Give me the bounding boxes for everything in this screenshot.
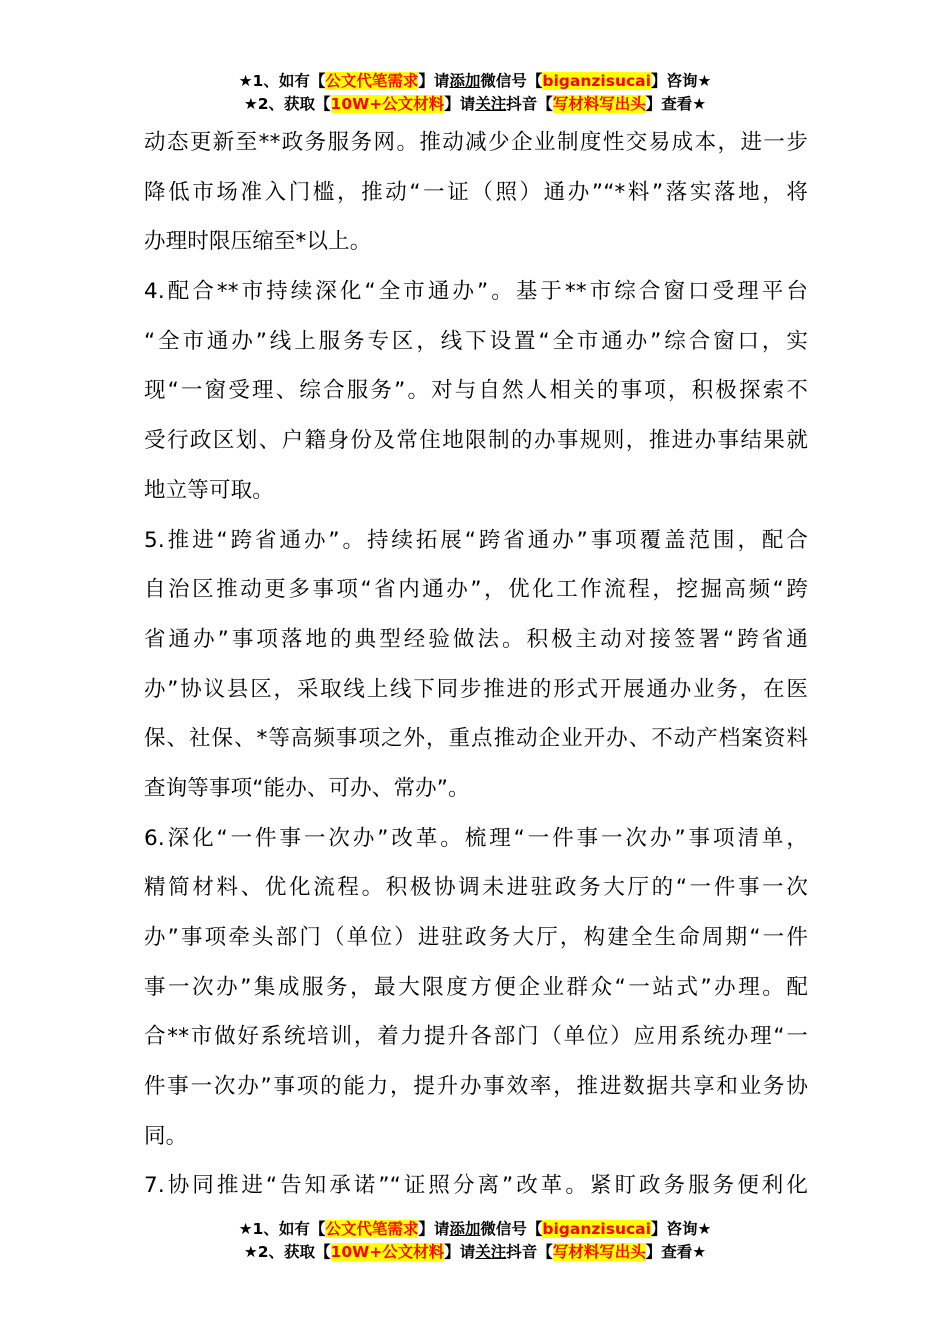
body-line: 4.配合**市持续深化“全市通办”。基于**市综合窗口受理平台	[144, 279, 808, 305]
promo-text: 】咨询★	[650, 72, 712, 90]
promo-highlight: 写材料写出头	[552, 1243, 646, 1261]
body-line: 受行政区划、户籍身份及常住地限制的办事规则，推进办事结果就	[144, 428, 808, 454]
body-line: 7.协同推进“告知承诺”“证照分离”改革。紧盯政务服务便利化	[144, 1173, 808, 1199]
document-body	[144, 118, 808, 1211]
body-line: 件事一次办”事项的能力，提升办事效率，推进数据共享和业务协	[144, 1074, 808, 1100]
promo-text: 】咨询★	[650, 1220, 712, 1238]
body-line: 保、社保、*等高频事项之外，重点推动企业开办、不动产档案资料	[144, 726, 808, 752]
body-line: 办”事项牵头部门（单位）进驻政务大厅，构建全生命周期“一件	[144, 925, 808, 950]
promo-text: 微信号【	[480, 72, 543, 90]
body-line: 省通办”事项落地的典型经验做法。积极主动对接签署“跨省通	[144, 626, 808, 652]
body-line: 办”协议县区，采取线上线下同步推进的形式开展通办业务，在医	[144, 676, 808, 702]
promo-text: ★1、如有【	[238, 1220, 326, 1238]
body-line: 办理时限压缩至*以上。	[144, 229, 372, 255]
body-line: 精简材料、优化流程。积极协调未进驻政务大厅的“一件事一次	[144, 875, 808, 901]
promo-text: 微信号【	[480, 1220, 543, 1238]
promo-line-2	[0, 1241, 950, 1264]
body-line: 合**市做好系统培训，着力提升各部门（单位）应用系统办理“一	[144, 1024, 808, 1050]
promo-text: 抖音【	[506, 95, 553, 113]
promo-line-1	[0, 1218, 950, 1241]
body-line: 5.推进“跨省通办”。持续拓展“跨省通办”事项覆盖范围，配合	[144, 527, 808, 553]
promo-highlight: 公文代笔需求	[325, 72, 419, 90]
promo-highlight: 公文代笔需求	[325, 1220, 419, 1238]
promo-text: 】请	[418, 72, 450, 90]
header-promo-banner	[0, 70, 950, 116]
body-line: 事一次办”集成服务，最大限度方便企业群众“一站式”办理。配	[144, 974, 808, 1000]
body-line: 6.深化“一件事一次办”改革。梳理“一件事一次办”事项清单，	[144, 825, 808, 851]
promo-text: ★2、获取【	[243, 1243, 331, 1261]
body-line: 自治区推动更多事项“省内通办”，优化工作流程，挖掘高频“跨	[144, 577, 808, 603]
body-line: 地立等可取。	[144, 477, 274, 503]
promo-underlined: 关注	[475, 95, 507, 113]
body-line: 查询等事项“能办、可办、常办”。	[144, 775, 470, 801]
promo-text: 】请	[418, 1220, 450, 1238]
promo-highlight: 10W+公文材料	[330, 1243, 445, 1261]
promo-highlight: biganzisucai	[542, 72, 651, 90]
promo-line-2	[0, 93, 950, 116]
body-line: 同。	[144, 1123, 188, 1149]
promo-text: 】查看★	[645, 95, 707, 113]
promo-highlight: 写材料写出头	[552, 95, 646, 113]
promo-underlined: 添加	[449, 72, 481, 90]
promo-text: ★1、如有【	[238, 72, 326, 90]
promo-underlined: 关注	[475, 1243, 507, 1261]
promo-text: 】请	[444, 95, 476, 113]
body-line: 现“一窗受理、综合服务”。对与自然人相关的事项，积极探索不	[144, 378, 808, 404]
promo-highlight: 10W+公文材料	[330, 95, 445, 113]
body-line: 动态更新至**政务服务网。推动减少企业制度性交易成本，进一步	[144, 130, 808, 155]
body-line: 降低市场准入门槛，推动“一证（照）通办”“*料”落实落地，将	[144, 179, 808, 205]
promo-text: 】查看★	[645, 1243, 707, 1261]
promo-text: 抖音【	[506, 1243, 553, 1261]
footer-promo-banner	[0, 1218, 950, 1264]
promo-underlined: 添加	[449, 1220, 481, 1238]
promo-text: ★2、获取【	[243, 95, 331, 113]
body-line: “全市通办”线上服务专区，线下设置“全市通办”综合窗口，实	[144, 328, 808, 354]
promo-text: 】请	[444, 1243, 476, 1261]
promo-line-1	[0, 70, 950, 93]
promo-highlight: biganzisucai	[542, 1220, 651, 1238]
